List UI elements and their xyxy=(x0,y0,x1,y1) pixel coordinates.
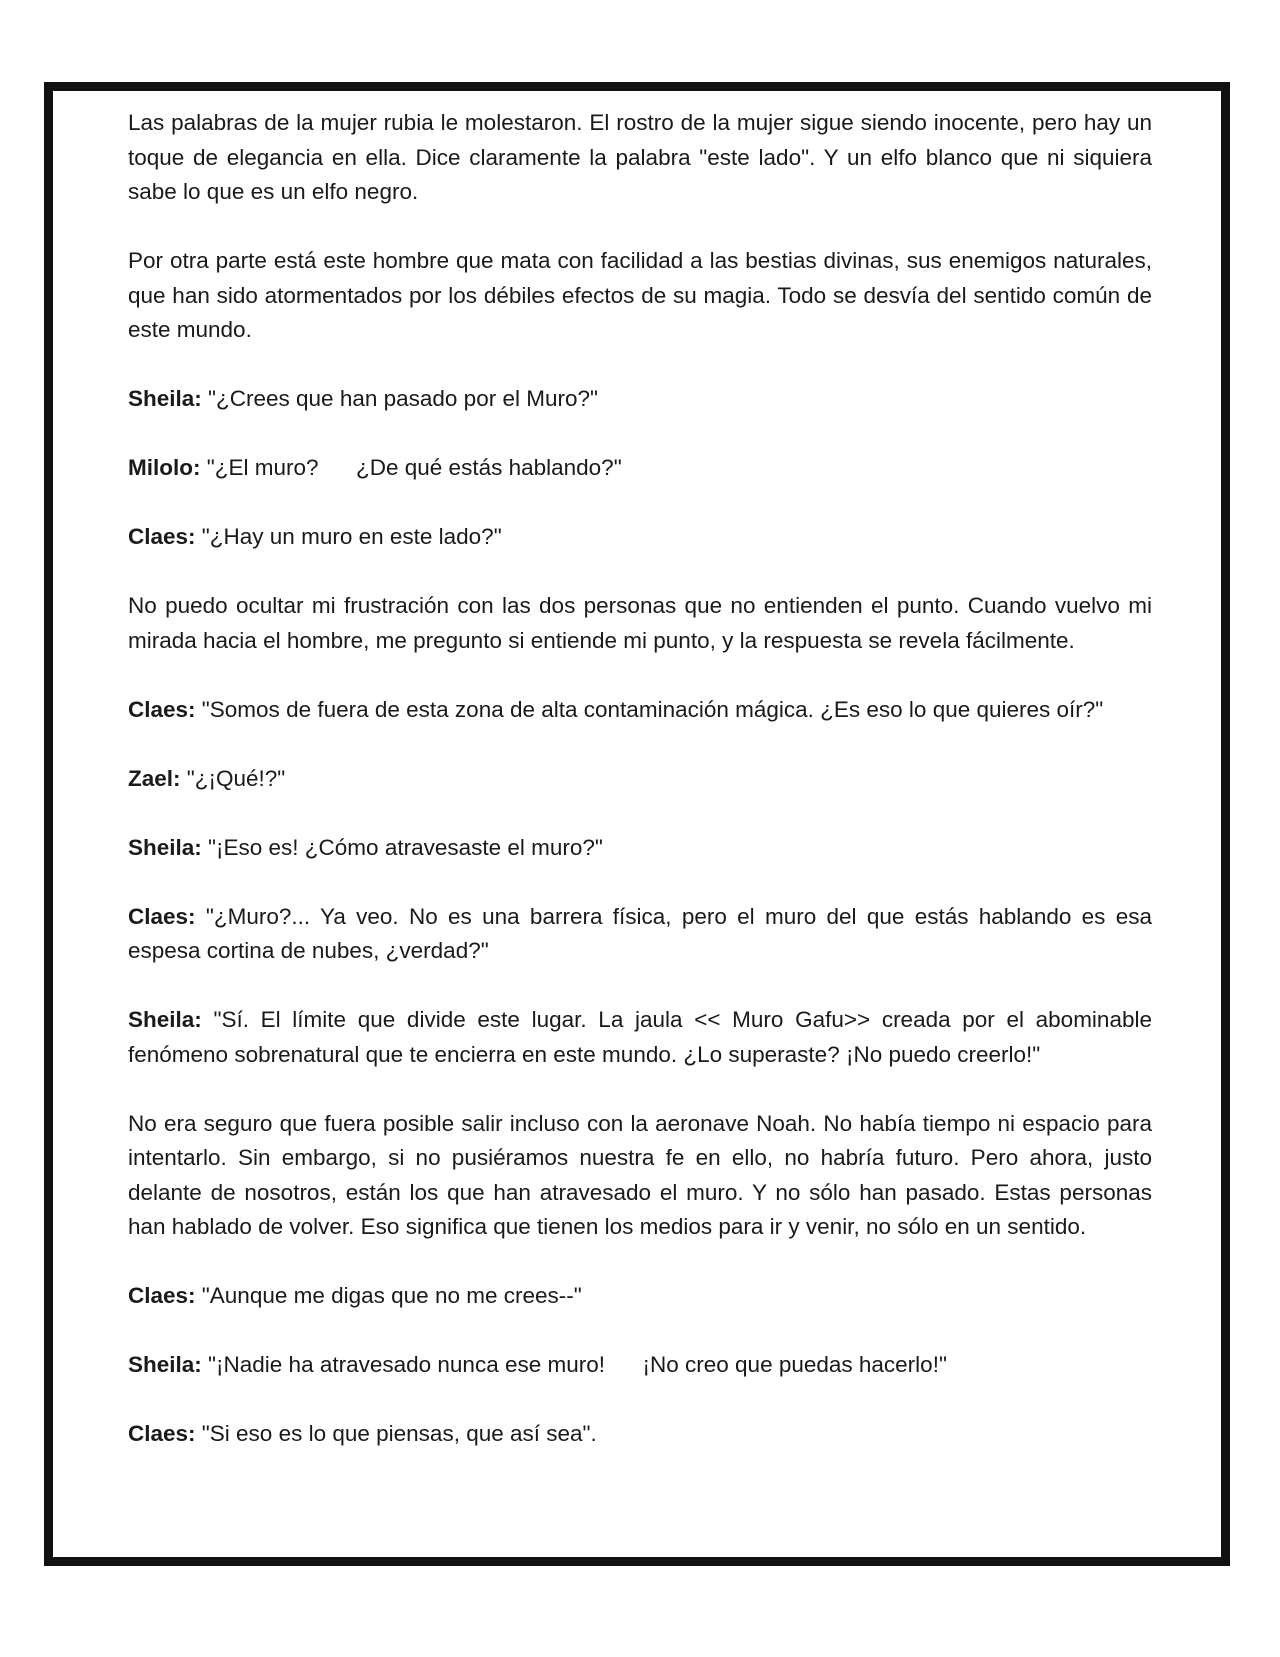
dialogue-text: "Sí. El límite que divide este lugar. La jaula << Muro Gafu>> creada por el abominable fenómeno sobrenatural que te encierra en este mundo. ¿Lo superaste? ¡No puedo creerlo!" xyxy=(128,1007,1152,1067)
dialogue-line xyxy=(128,762,1152,797)
dialogue-text: "Somos de fuera de esta zona de alta contaminación mágica. ¿Es eso lo que quieres oír?" xyxy=(195,696,1104,722)
paragraph-text: Por otra parte está este hombre que mata con facilidad a las bestias divinas, sus enemigos naturales, que han sido atormentados por los débiles efectos de su magia. Todo se desvía del sentido común de este mundo. xyxy=(128,248,1152,342)
dialogue-text: "¿Muro?... Ya veo. No es una barrera física, pero el muro del que estás hablando es esa espesa cortina de nubes, ¿verdad?" xyxy=(128,903,1152,963)
dialogue-text: "¿Hay un muro en este lado?" xyxy=(195,524,502,549)
speaker-label: Zael: xyxy=(128,765,181,791)
dialogue-line xyxy=(128,1279,1152,1314)
dialogue-line xyxy=(128,451,1152,486)
speaker-label: Claes: xyxy=(128,524,196,549)
dialogue-text: "¿¡Qué!?" xyxy=(180,765,286,791)
speaker-label: Claes: xyxy=(128,1283,196,1308)
dialogue-text: "¿Crees que han pasado por el Muro?" xyxy=(201,386,598,411)
speaker-label: Sheila: xyxy=(128,1007,202,1032)
narration-paragraph xyxy=(128,1107,1152,1245)
speaker-label: Sheila: xyxy=(128,386,202,411)
dialogue-text: "¡Eso es! ¿Cómo atravesaste el muro?" xyxy=(201,834,603,860)
dialogue-text: "Aunque me digas que no me crees--" xyxy=(195,1283,582,1308)
narration-paragraph xyxy=(128,244,1152,348)
dialogue-line xyxy=(128,382,1152,417)
speaker-label: Claes: xyxy=(128,1421,196,1446)
dialogue-line xyxy=(128,1348,1152,1383)
narration-paragraph xyxy=(128,589,1152,658)
dialogue-line xyxy=(128,900,1152,969)
speaker-label: Milolo: xyxy=(128,455,201,480)
dialogue-line xyxy=(128,1003,1152,1072)
paragraph-text: Las palabras de la mujer rubia le molestaron. El rostro de la mujer sigue siendo inocente, pero hay un toque de elegancia en ella. Dice claramente la palabra "este lado". Y un elfo blanco que ni siquiera sabe lo que es un elfo negro. xyxy=(128,110,1152,204)
speaker-label: Claes: xyxy=(128,903,196,929)
dialogue-text: "Si eso es lo que piensas, que así sea". xyxy=(195,1421,597,1446)
paragraph-text: No puedo ocultar mi frustración con las dos personas que no entienden el punto. Cuando vuelvo mi mirada hacia el hombre, me pregunto si entiende mi punto, y la respuesta se revela fácilmente. xyxy=(128,593,1152,653)
dialogue-line xyxy=(128,520,1152,555)
dialogue-text: "¿El muro? ¿De qué estás hablando?" xyxy=(200,455,622,480)
speaker-label: Claes: xyxy=(128,696,196,722)
speaker-label: Sheila: xyxy=(128,1352,202,1377)
text-body xyxy=(128,106,1152,1452)
dialogue-line xyxy=(128,1417,1152,1452)
speaker-label: Sheila: xyxy=(128,834,202,860)
paragraph-text: No era seguro que fuera posible salir incluso con la aeronave Noah. No había tiempo ni espacio para intentarlo. Sin embargo, si no pusiéramos nuestra fe en ello, no habría futuro. Pero ahora, justo delante de nosotros, están los que han atravesado el muro. Y no sólo han pasado. Estas personas han hablado de volver. Eso significa que tienen los medios para ir y venir, no sólo en un sentido. xyxy=(128,1110,1152,1239)
dialogue-line xyxy=(128,693,1152,728)
narration-paragraph xyxy=(128,106,1152,210)
dialogue-text: "¡Nadie ha atravesado nunca ese muro! ¡No creo que puedas hacerlo!" xyxy=(201,1352,947,1377)
dialogue-line xyxy=(128,831,1152,866)
